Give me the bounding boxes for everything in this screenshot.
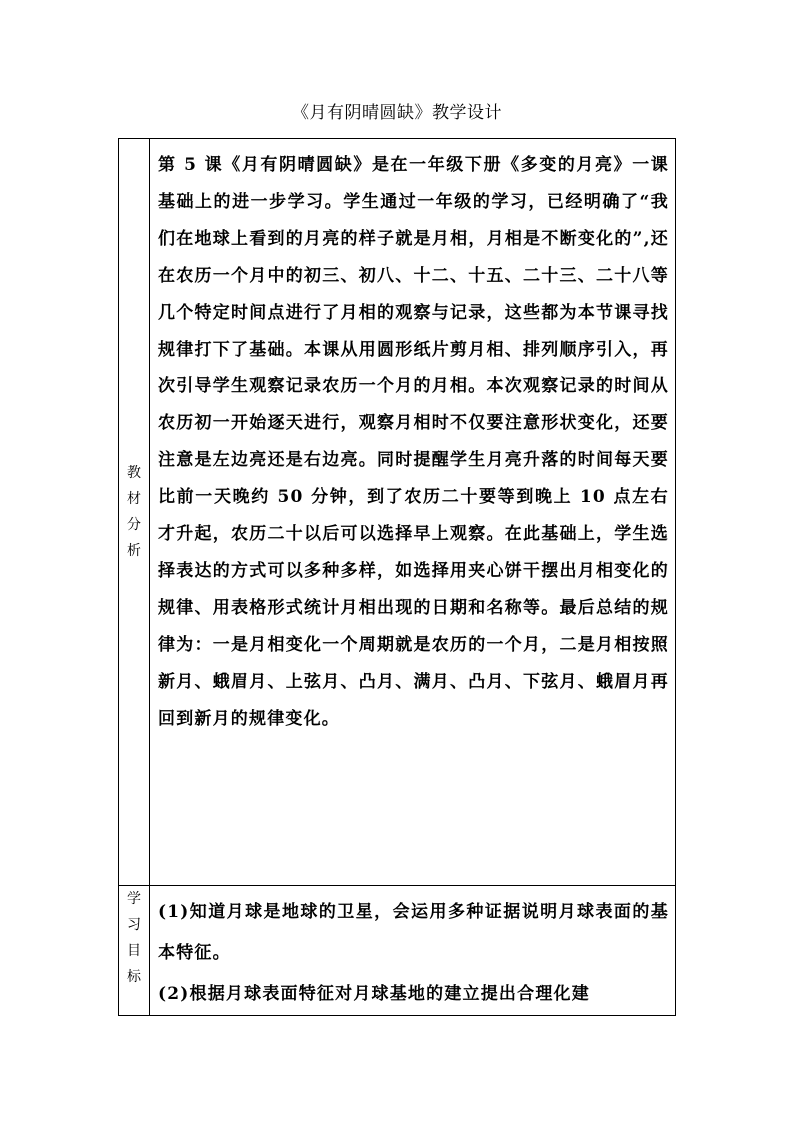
learning-objectives-label: [119, 886, 150, 1016]
label-char: 析: [127, 543, 141, 559]
label-char: 目: [127, 943, 141, 959]
objective-item: (2)根据月球表面特征对月球基地的建立提出合理化建: [158, 984, 590, 1004]
label-char: 材: [127, 491, 141, 507]
learning-objectives-content: [150, 886, 676, 1016]
lesson-design-table: [118, 138, 676, 1016]
document-title: 《月有阴晴圆缺》教学设计: [292, 103, 502, 123]
label-char: 分: [127, 517, 141, 533]
label-char: 学: [127, 891, 141, 907]
textbook-analysis-label: [119, 139, 150, 886]
textbook-analysis-row: [119, 139, 676, 886]
label-char: 教: [127, 465, 141, 481]
label-char: 标: [127, 969, 141, 985]
label-char: 习: [127, 917, 141, 933]
objective-item: (1)知道月球是地球的卫星，会运用多种证据说明月球表面的基本特征。: [158, 902, 669, 963]
learning-objectives-row: [119, 886, 676, 1016]
textbook-analysis-content: 第 5 课《月有阴晴圆缺》是在一年级下册《多变的月亮》一课基础上的进一步学习。学生通过一年级的学习，已经明确了“我们在地球上看到的月亮的样子就是月相，月相是不断变化的”,还在农历一个月中的初三、初八、十二、十五、二十三、二十八等几个特定时间点进行了月相的观察与记录，这些都为本节课寻找规律打下了基础。本课从用圆形纸片剪月相、排列顺序引入，再次引导学生观察记录农历一个月的月相。本次观察记录的时间从农历初一开始逐天进行，观察月相时不仅要注意形状变化，还要注意是左边亮还是右边亮。同时提醒学生月亮升落的时间每天要比前一天晚约 50 分钟，到了农历二十要等到晚上 10 点左右才升起，农历二十以后可以选择早上观察。在此基础上，学生选择表达的方式可以多种多样，如选择用夹心饼干摆出月相变化的规律、用表格形式统计月相出现的日期和名称等。最后总结的规律为：一是月相变化一个周期就是农历的一个月，二是月相按照新月、蛾眉月、上弦月、凸月、满月、凸月、下弦月、蛾眉月再回到新月的规律变化。: [150, 139, 676, 886]
